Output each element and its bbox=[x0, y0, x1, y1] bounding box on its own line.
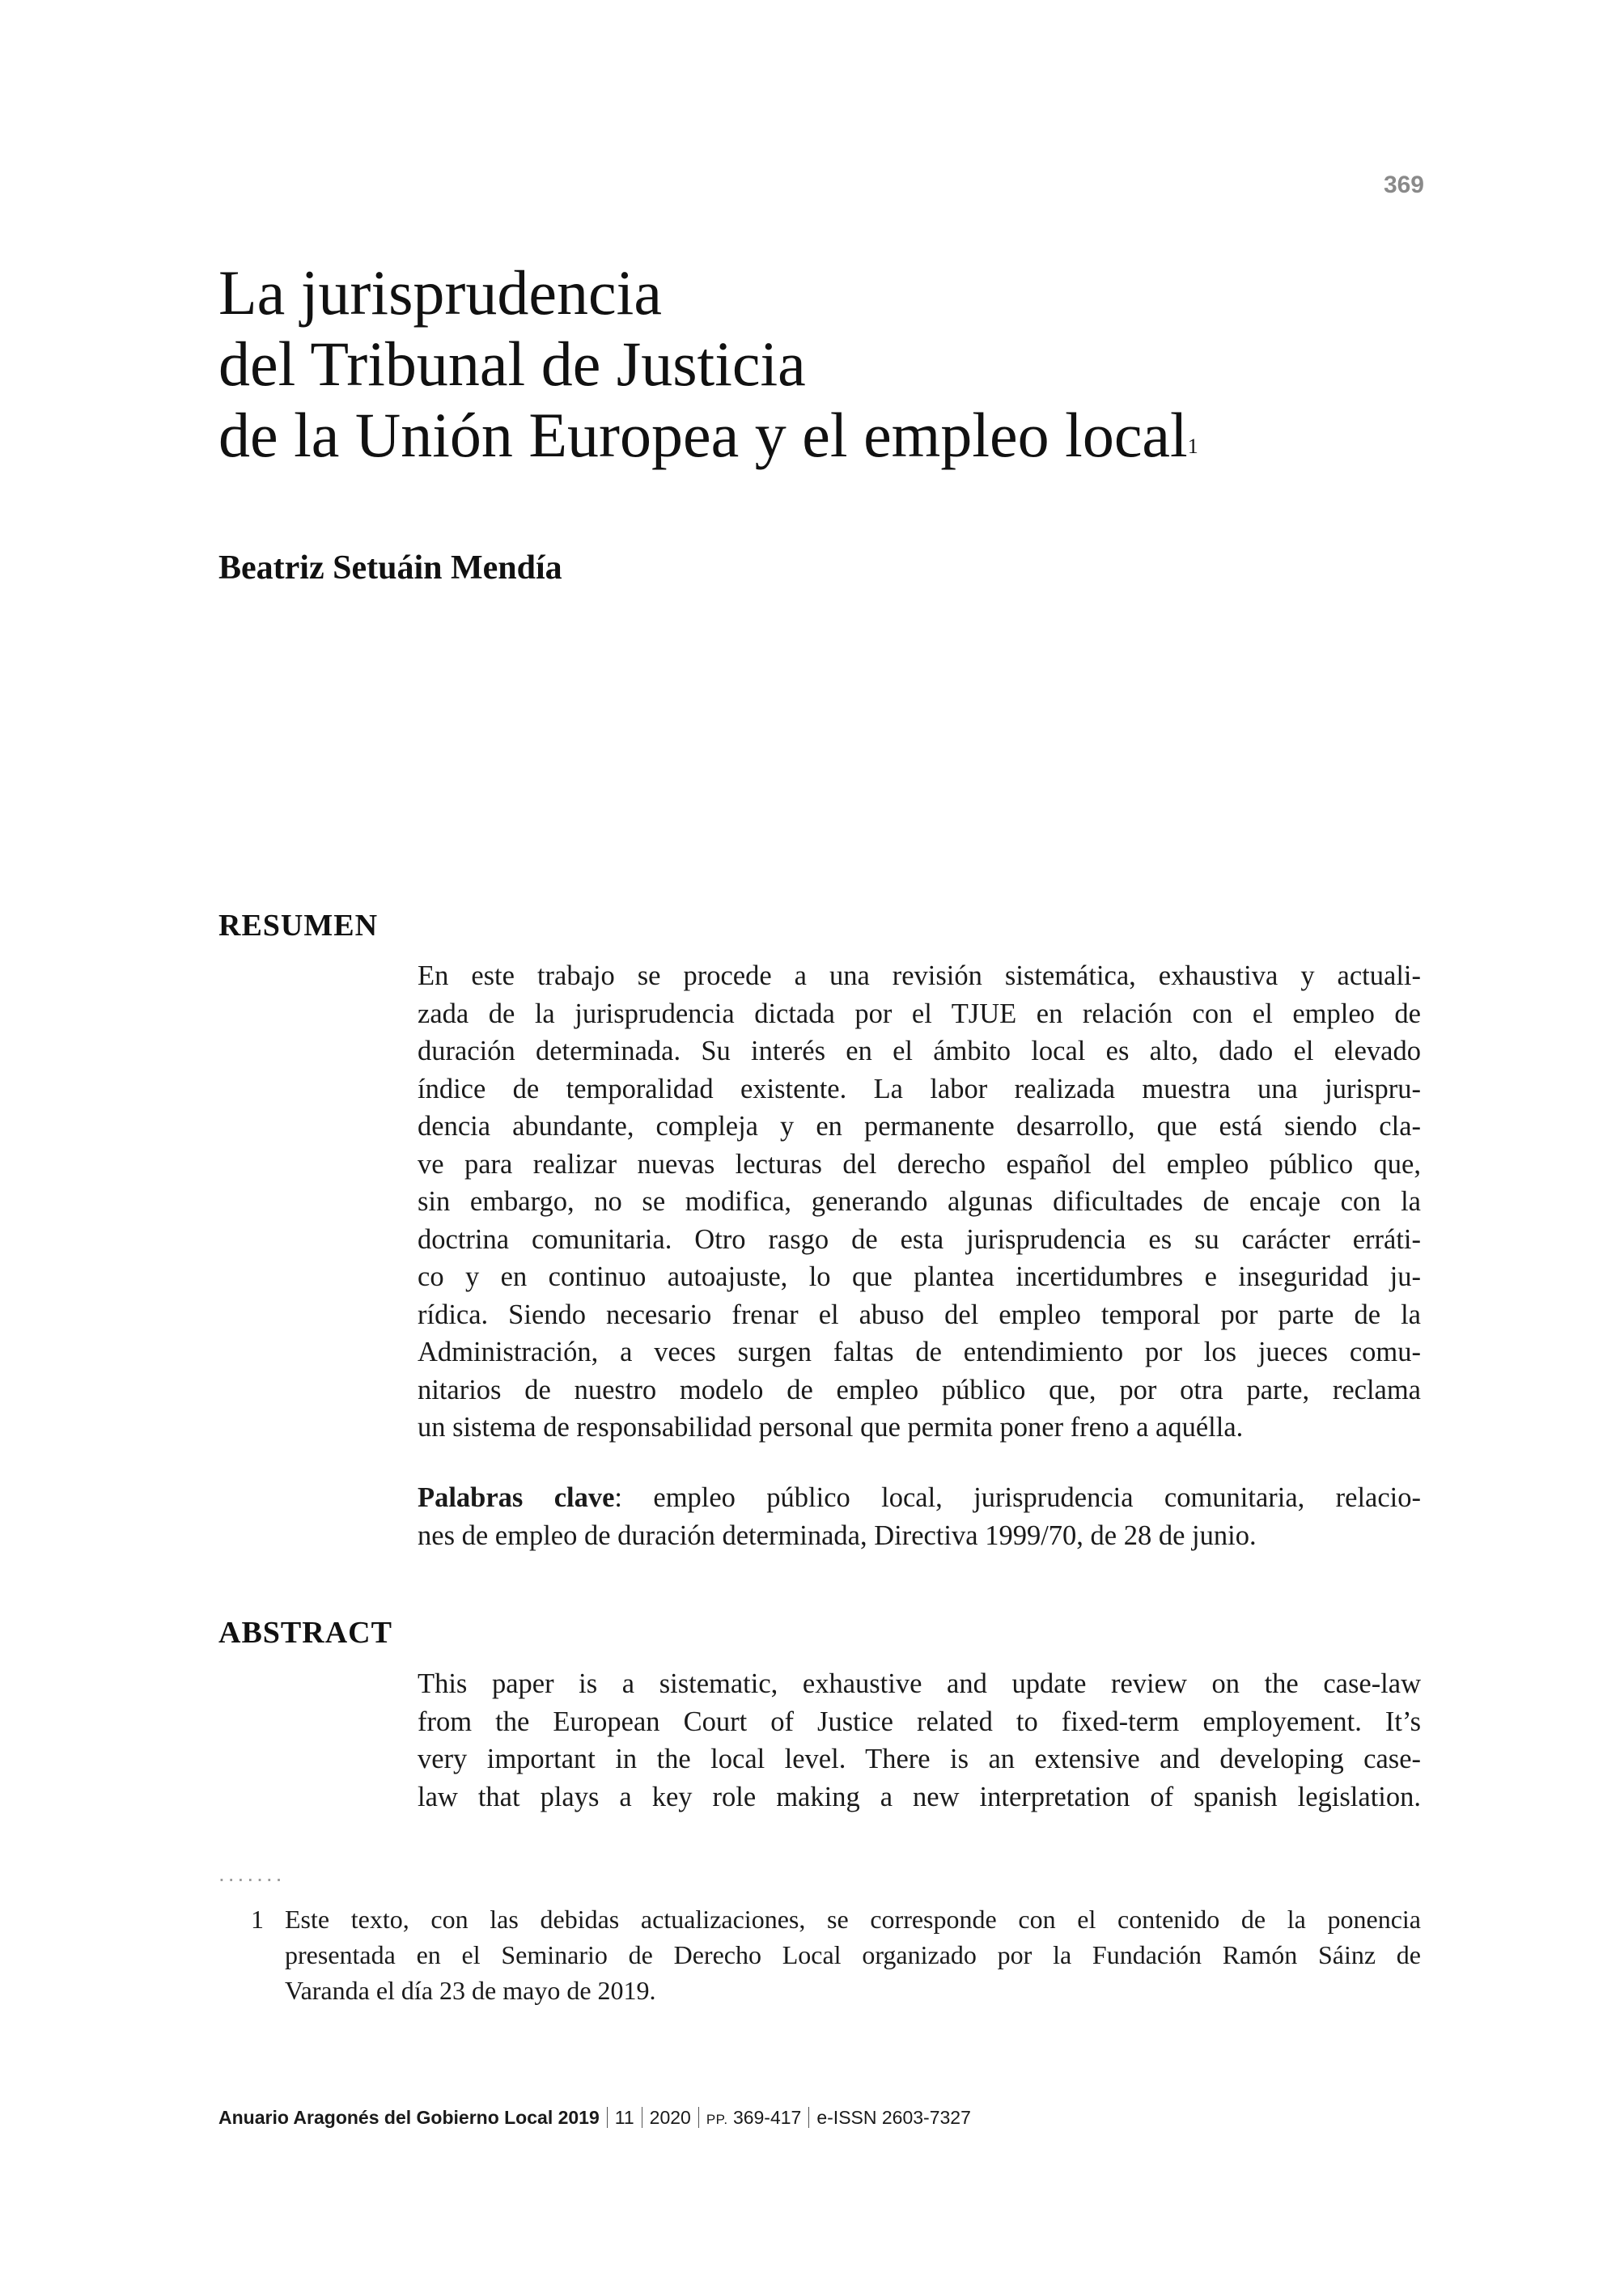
text-line: un sistema de responsabilidad personal que permita poner freno a aquélla. bbox=[418, 1412, 1244, 1443]
footnote-separator: ....... bbox=[218, 1861, 286, 1886]
resumen-paragraph bbox=[418, 957, 1421, 1447]
text-line: sin embargo, no se modifica, generando algunas dificultades de encaje con la bbox=[418, 1186, 1421, 1217]
text-line: doctrina comunitaria. Otro rasgo de esta jurisprudencia es su carácter erráti- bbox=[418, 1223, 1421, 1255]
text-line: ve para realizar nuevas lecturas del derecho español del empleo público que, bbox=[418, 1148, 1421, 1180]
author-name: Beatriz Setuáin Mendía bbox=[218, 549, 562, 587]
text-line: from the European Court of Justice related to fixed-term employement. It’s bbox=[418, 1706, 1421, 1737]
divider bbox=[607, 2107, 608, 2128]
publication-year: 2020 bbox=[649, 2107, 691, 2128]
text-line: very important in the local level. There is an extensive and developing case- bbox=[418, 1744, 1421, 1774]
footnote-number: 1 bbox=[251, 1905, 264, 1934]
text-line: Administración, a veces surgen faltas de entendimiento por los jueces comu- bbox=[418, 1337, 1421, 1367]
volume-number: 11 bbox=[614, 2107, 634, 2128]
text-line: dencia abundante, compleja y en permanente desarrollo, que está siendo cla- bbox=[418, 1111, 1421, 1142]
title-line bbox=[218, 400, 1432, 471]
divider bbox=[808, 2107, 809, 2128]
text-line: zada de la jurisprudencia dictada por el TJUE en relación con el empleo de bbox=[418, 998, 1421, 1029]
text-line: This paper is a sistematic, exhaustive and update review on the case-law bbox=[418, 1668, 1421, 1699]
footnote-marker[interactable]: 1 bbox=[1187, 434, 1198, 458]
text-line: En este trabajo se procede a una revisión sistemática, exhaustiva y actuali- bbox=[418, 960, 1421, 991]
resumen-heading: RESUMEN bbox=[218, 909, 379, 943]
keywords-block bbox=[418, 1479, 1421, 1554]
divider bbox=[698, 2107, 699, 2128]
title-line-text: de la Unión Europea y el empleo local bbox=[218, 400, 1188, 470]
article-title bbox=[218, 257, 1432, 471]
journal-name: Anuario Aragonés del Gobierno Local 2019 bbox=[218, 2107, 600, 2128]
text-line: rídica. Siendo necesario frenar el abuso del empleo temporal por parte de la bbox=[418, 1299, 1421, 1330]
text-line: Varanda el día 23 de mayo de 2019. bbox=[285, 1976, 656, 2005]
page-footer bbox=[218, 2107, 971, 2129]
keywords-label: Palabras clave bbox=[418, 1482, 615, 1513]
pages-prefix: PP. bbox=[706, 2112, 728, 2127]
abstract-heading: ABSTRACT bbox=[218, 1616, 392, 1650]
text-line: Este texto, con las debidas actualizaciones, se corresponde con el contenido de la ponencia bbox=[285, 1905, 1421, 1934]
text-line: law that plays a key role making a new interpretation of spanish legislation. bbox=[418, 1781, 1421, 1812]
page-number: 369 bbox=[1383, 172, 1424, 198]
keywords-paragraph bbox=[418, 1479, 1421, 1554]
abstract-paragraph bbox=[418, 1665, 1421, 1816]
text-line: presentada en el Seminario de Derecho Local organizado por la Fundación Ramón Sáinz de bbox=[285, 1940, 1421, 1969]
issn: e-ISSN 2603-7327 bbox=[816, 2107, 971, 2128]
keywords-text: : empleo público local, jurisprudencia comunitaria, relacio- bbox=[614, 1482, 1421, 1513]
text-line: duración determinada. Su interés en el ámbito local es alto, dado el elevado bbox=[418, 1036, 1421, 1066]
title-line: del Tribunal de Justicia bbox=[218, 328, 806, 399]
resumen-body bbox=[418, 957, 1421, 1447]
title-line: La jurisprudencia bbox=[218, 257, 662, 328]
text-line: nitarios de nuestro modelo de empleo público que, por otra parte, reclama bbox=[418, 1374, 1421, 1405]
page-range: 369-417 bbox=[732, 2107, 802, 2128]
keywords-text: nes de empleo de duración determinada, Directiva 1999/70, de 28 de junio. bbox=[418, 1519, 1257, 1551]
text-line: índice de temporalidad existente. La labor realizada muestra una jurispru- bbox=[418, 1073, 1421, 1104]
text-line: co y en continuo autoajuste, lo que plantea incertidumbres e inseguridad ju- bbox=[418, 1261, 1421, 1292]
abstract-body bbox=[418, 1665, 1421, 1816]
footnote-text bbox=[285, 1901, 1421, 2008]
